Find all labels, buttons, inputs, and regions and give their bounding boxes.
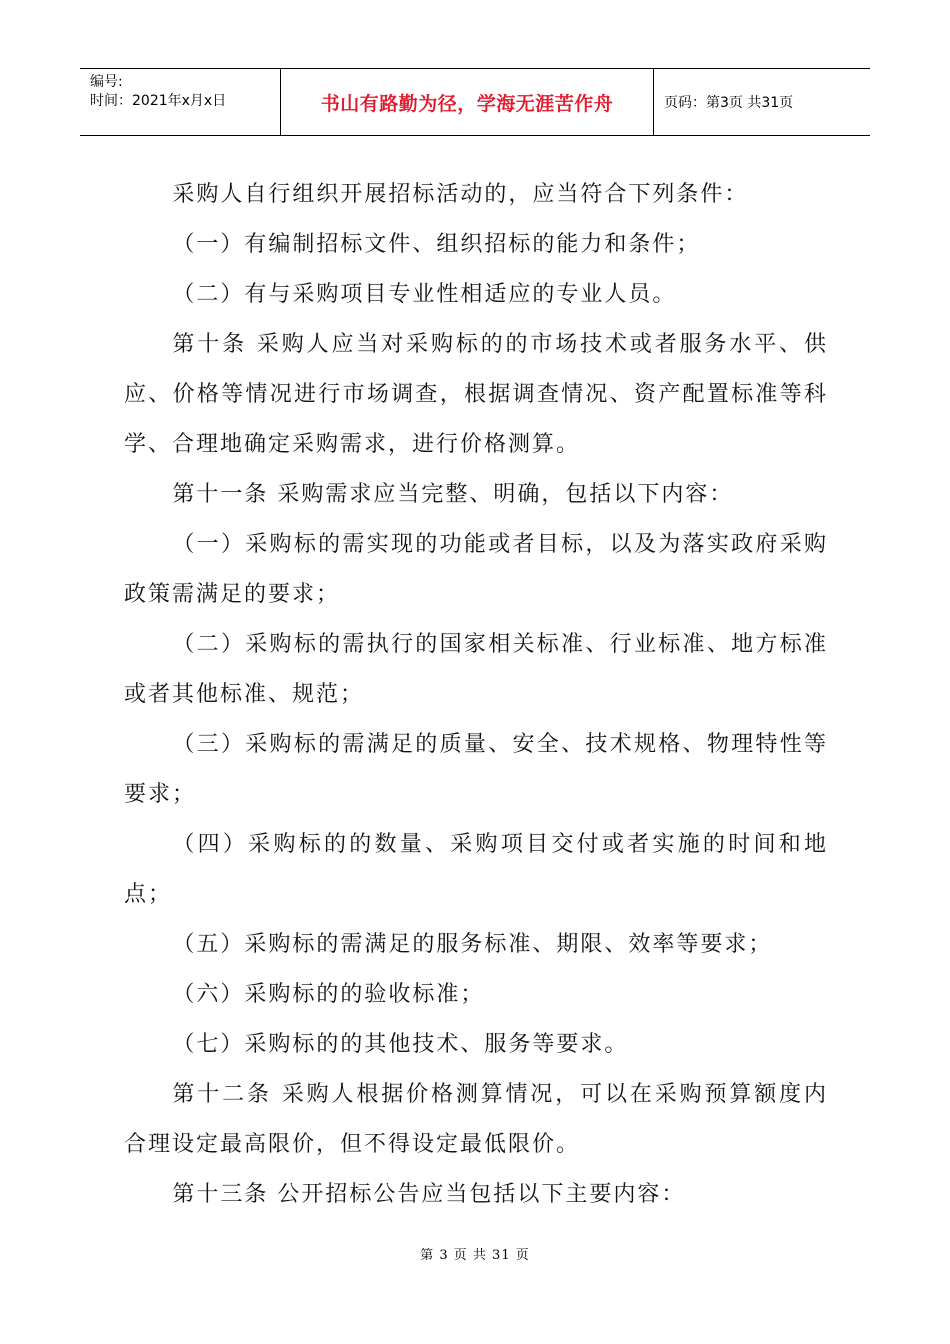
paragraph: 第十二条 采购人根据价格测算情况，可以在采购预算额度内合理设定最高限价，但不得设定最低限价。 [124,1082,828,1157]
paragraph: （一）采购标的需实现的功能或者目标，以及为落实政府采购政策需满足的要求； [124,532,828,607]
paragraph: （一）有编制招标文件、组织招标的能力和条件； [172,232,701,257]
paragraph: （二）采购标的需执行的国家相关标准、行业标准、地方标准或者其他标准、规范； [124,632,828,707]
paragraph: （七）采购标的的其他技术、服务等要求。 [172,1032,629,1057]
page-footer: 第 3 页 共 31 页 [420,1248,530,1263]
header-meta [80,69,281,135]
paragraph: （二）有与采购项目专业性相适应的专业人员。 [172,282,677,307]
paragraph: （四）采购标的的数量、采购项目交付或者实施的时间和地点； [124,832,828,907]
paragraph: 第十条 采购人应当对采购标的的市场技术或者服务水平、供应、价格等情况进行市场调查，根据调查情况、资产配置标准等科学、合理地确定采购需求，进行价格测算。 [124,332,828,457]
document-time-label: 时间：2021年x月x日 [90,93,227,109]
paragraph: 采购人自行组织开展招标活动的，应当符合下列条件： [172,182,749,207]
header-page-info: 页码：第3页 共31页 [664,95,794,111]
paragraph: 第十一条 采购需求应当完整、明确，包括以下内容： [172,482,734,507]
paragraph: 第十三条 公开招标公告应当包括以下主要内容： [172,1182,686,1207]
paragraph: （六）采购标的的验收标准； [172,982,485,1007]
paragraph: （三）采购标的需满足的质量、安全、技术规格、物理特性等要求； [124,732,828,807]
document-body [124,170,828,1220]
header-motto: 书山有路勤为径，学海无涯苦作舟 [281,69,654,135]
document-number-label: 编号: [90,74,123,90]
paragraph: （五）采购标的需满足的服务标准、期限、效率等要求； [172,932,773,957]
page-header [80,68,870,136]
